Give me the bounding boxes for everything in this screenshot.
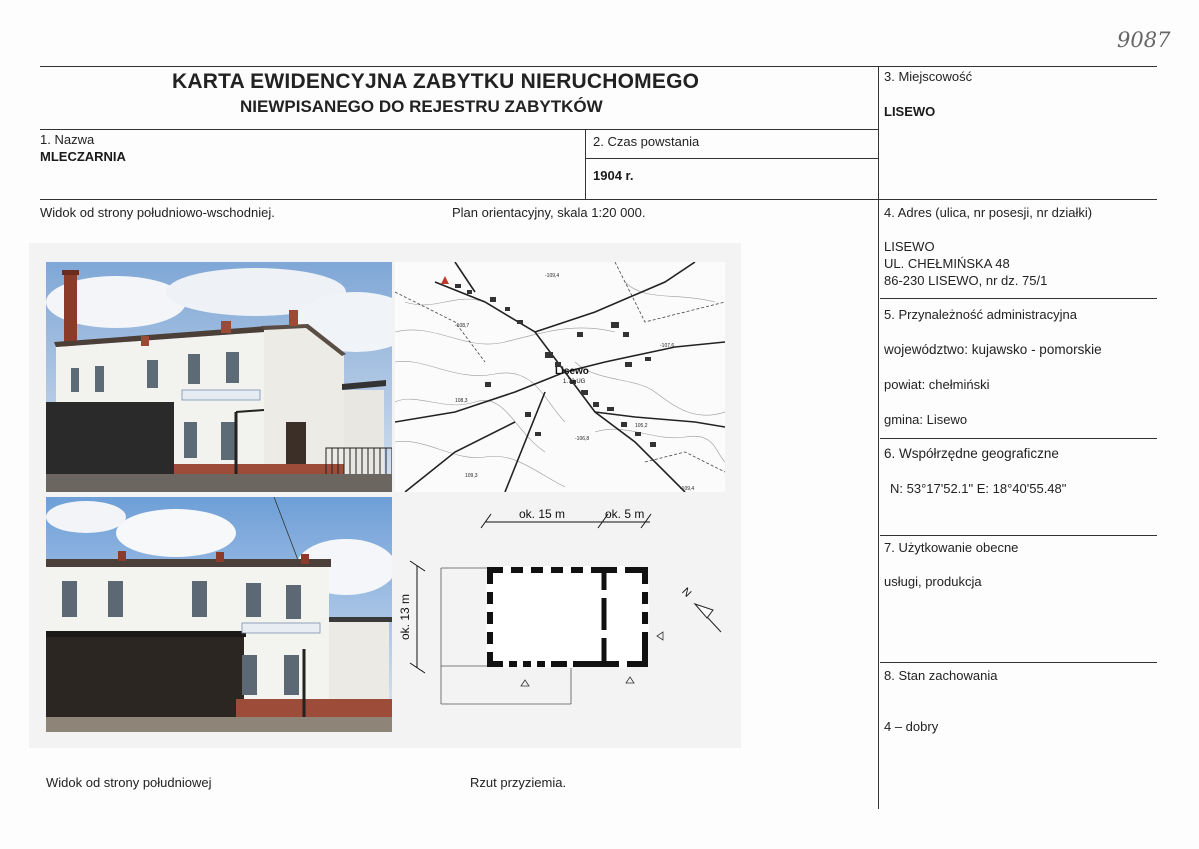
- admin-voivodeship: województwo: kujawsko - pomorskie: [884, 342, 1102, 357]
- name-label: 1. Nazwa: [40, 132, 95, 147]
- dimension-13m: ok. 13 m: [398, 593, 412, 640]
- rule-name-time-divider: [585, 129, 586, 199]
- rule-main-divider: [878, 66, 879, 809]
- map-spot-height: 108,3: [455, 398, 468, 404]
- geo-value: N: 53°17'52.1" E: 18°40'55.48": [890, 481, 1067, 496]
- time-value: 1904 r.: [593, 168, 634, 183]
- dimension-15m: ok. 15 m: [519, 507, 566, 521]
- caption-location-plan: Plan orientacyjny, skala 1:20 000.: [452, 205, 646, 220]
- card-title-line2: NIEWPISANEGO DO REJESTRU ZABYTKÓW: [240, 97, 603, 116]
- caption-floor-plan: Rzut przyziemia.: [470, 775, 567, 790]
- address-label: 4. Adres (ulica, nr posesji, nr działki): [884, 205, 1093, 220]
- rule-use-bottom: [880, 662, 1157, 663]
- address-line2: UL. CHEŁMIŃSKA 48: [884, 256, 1010, 271]
- photo-southeast-view: [46, 262, 392, 492]
- admin-label: 5. Przynależność administracyjna: [884, 307, 1077, 322]
- map-spot-height: -108,7: [455, 323, 470, 329]
- rule-top: [40, 66, 1157, 67]
- location-map: [395, 262, 725, 492]
- admin-commune: gmina: Lisewo: [884, 412, 968, 427]
- map-spot-height: -109,4: [680, 486, 695, 492]
- rule-title-bottom: [40, 129, 878, 130]
- map-town-label: Lisewo: [555, 366, 589, 377]
- map-spot-height: -106,8: [575, 436, 590, 442]
- state-label: 8. Stan zachowania: [884, 668, 998, 683]
- photo-south-view: [46, 497, 392, 732]
- rule-geo-bottom: [880, 535, 1157, 536]
- handwritten-number: 9087: [1117, 28, 1171, 52]
- rule-address-bottom: [880, 298, 1157, 299]
- time-label: 2. Czas powstania: [593, 134, 700, 149]
- state-value: 4 – dobry: [884, 719, 939, 734]
- place-value: LISEWO: [884, 104, 936, 119]
- geo-label: 6. Współrzędne geograficzne: [884, 446, 1059, 461]
- map-spot-height: 105,2: [635, 423, 648, 429]
- card-title-line1: KARTA EWIDENCYJNA ZABYTKU NIERUCHOMEGO: [172, 70, 700, 93]
- map-spot-height: -107,6: [660, 343, 675, 349]
- address-line1: LISEWO: [884, 239, 935, 254]
- north-label: N: [679, 585, 694, 600]
- admin-county: powiat: chełmiński: [884, 377, 990, 392]
- address-line3: 86-230 LISEWO, nr dz. 75/1: [884, 273, 1048, 288]
- name-value: MLECZARNIA: [40, 149, 126, 164]
- use-label: 7. Użytkowanie obecne: [884, 540, 1019, 555]
- floor-plan-drawing: [395, 500, 735, 710]
- map-spot-height: 109,3: [465, 473, 478, 479]
- caption-view-south: Widok od strony południowej: [46, 775, 212, 790]
- map-spot-height: -109,4: [545, 273, 560, 279]
- rule-time-mid: [585, 158, 878, 159]
- caption-view-southeast: Widok od strony południowo-wschodniej.: [40, 205, 275, 220]
- dimension-5m: ok. 5 m: [605, 507, 645, 521]
- place-label: 3. Miejscowość: [884, 69, 973, 84]
- rule-name-bottom: [40, 199, 1157, 200]
- use-value: usługi, produkcja: [884, 574, 982, 589]
- rule-admin-bottom: [880, 438, 1157, 439]
- map-town-sublabel: 1.73 UG: [563, 379, 586, 385]
